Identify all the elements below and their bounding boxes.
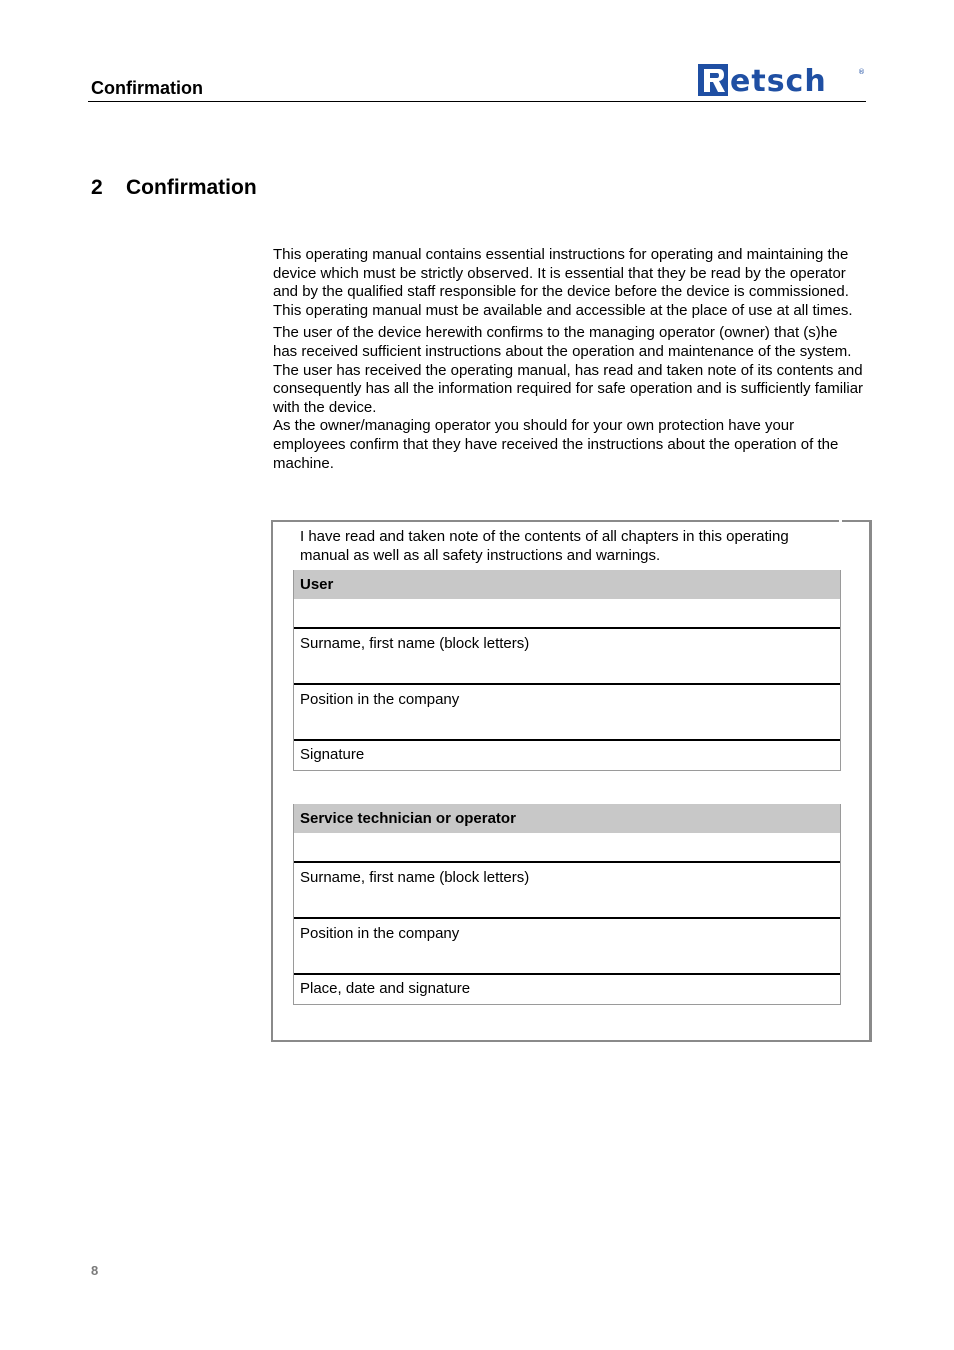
place-date-signature-label: Place, date and signature [300, 980, 471, 997]
retsch-logo [697, 62, 865, 98]
technician-signature-table [293, 804, 841, 1005]
name-entry-line[interactable] [294, 599, 840, 629]
position-field-label: Position in the company [294, 919, 840, 975]
position-field-label: Position in the company [294, 685, 840, 741]
svg-text:®: ® [858, 68, 865, 76]
section-heading [91, 175, 257, 201]
user-table-heading: User [294, 570, 840, 599]
confirmation-statement: I have read and taken note of the contents of all chapters in this operating manual as well as all safety instructions and warnings. [300, 528, 789, 564]
section-number: 2 [91, 176, 103, 199]
surname-field-label: Surname, first name (block letters) [294, 629, 840, 685]
technician-table-heading: Service technician or operator [294, 804, 840, 833]
intro-paragraph: This operating manual contains essential instructions for operating and maintaining the device which must be strictly observed. It is essential that they be read by the operator and by the qualified staff responsible for the device before the device is commissioned. This operating manual must be available and accessible at the place of use at all times. [273, 246, 853, 319]
intro-text [273, 246, 865, 473]
svg-text:etsch: etsch [730, 64, 827, 98]
header-title: Confirmation [91, 78, 203, 98]
header-divider [88, 101, 866, 102]
intro-paragraph: The user of the device herewith confirms to the managing operator (owner) that (s)he has received sufficient instructions about the operation and maintenance of the system. The user has received the operating manual, has read and taken note of its contents and consequently has all the information required for safe operation and is sufficiently familiar with the device. As the owner/managing operator you should for your own protection have your employees confirm that they have received the instructions about the operation of the machine. [273, 324, 864, 472]
section-title: Confirmation [126, 176, 257, 199]
user-signature-table [293, 570, 841, 771]
name-entry-line[interactable] [294, 833, 840, 863]
page-number: 8 [91, 1263, 99, 1278]
signature-field-label: Signature [300, 746, 365, 763]
surname-field-label: Surname, first name (block letters) [294, 863, 840, 919]
